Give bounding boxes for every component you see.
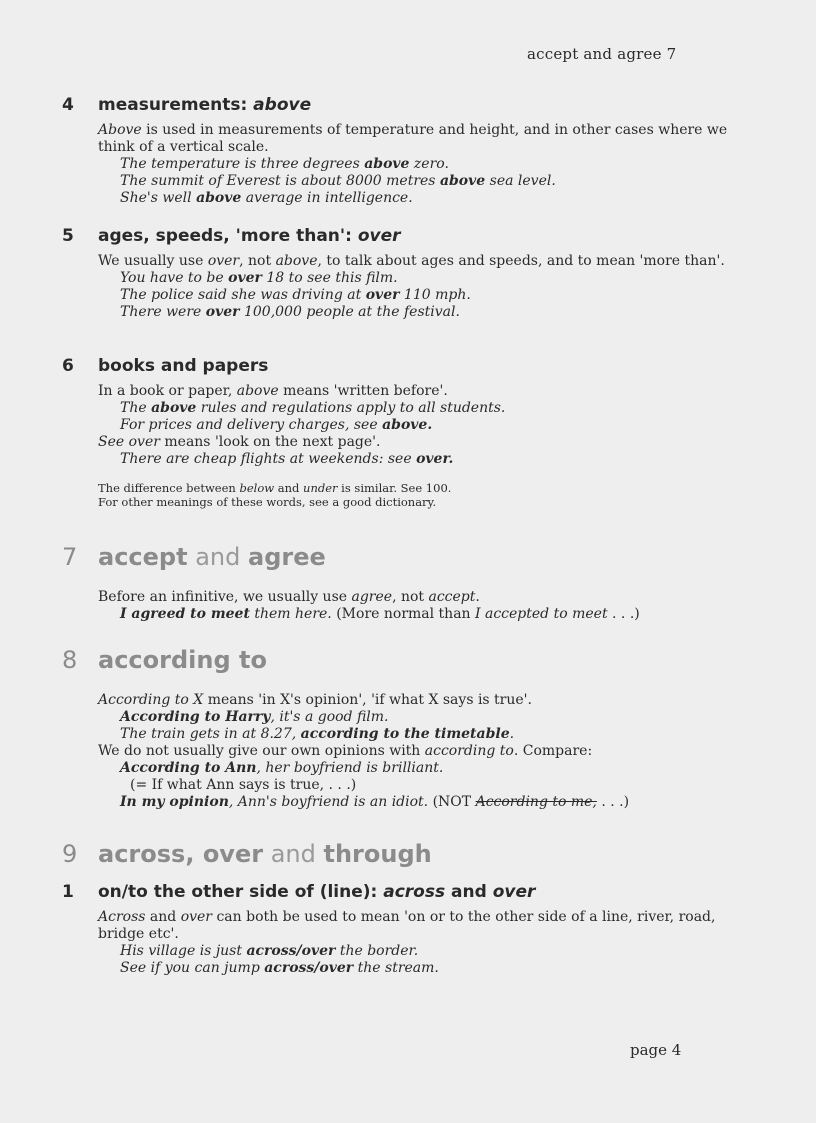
entry-title: across, over and through — [98, 840, 432, 868]
example: The temperature is three degrees above zero. — [120, 156, 449, 172]
section-5-heading — [62, 226, 762, 246]
section-6-heading — [62, 356, 762, 376]
example: She's well above average in intelligence. — [120, 190, 413, 206]
section-6 — [62, 356, 762, 509]
example: The train gets in at 8.27, according to the timetable. — [120, 726, 515, 742]
running-head: accept and agree 7 — [527, 45, 677, 63]
section-number: 6 — [62, 356, 74, 376]
example-gloss: (= If what Ann says is true, . . .) — [130, 777, 357, 793]
examples — [98, 709, 762, 743]
examples — [98, 156, 762, 207]
examples — [98, 451, 762, 468]
example: For prices and delivery charges, see above. — [120, 417, 433, 433]
example: In my opinion, Ann's boyfriend is an idiot. (NOT According to me, . . .) — [120, 794, 630, 810]
paragraph: In a book or paper, above means 'written before'. — [98, 383, 448, 399]
example: You have to be over 18 to see this film. — [120, 270, 398, 286]
examples — [98, 400, 762, 434]
section-number: 4 — [62, 95, 74, 115]
example: The summit of Everest is about 8000 metres above sea level. — [120, 173, 556, 189]
example: There were over 100,000 people at the festival. — [120, 304, 460, 320]
paragraph: Above is used in measurements of temperature and height, and in other cases where we think of a vertical scale. — [98, 122, 728, 155]
paragraph: We do not usually give our own opinions with according to. Compare: — [98, 743, 593, 759]
section-title: books and papers — [98, 356, 269, 376]
section-5 — [62, 226, 762, 321]
section-7-heading — [62, 543, 762, 571]
example: There are cheap flights at weekends: see over. — [120, 451, 454, 467]
note: The difference between below and under is similar. See 100. — [98, 481, 452, 495]
example: See if you can jump across/over the stream. — [120, 960, 439, 976]
section-9-heading — [62, 840, 762, 868]
paragraph: Before an infinitive, we usually use agree, not accept. — [98, 589, 480, 605]
example: According to Ann, her boyfriend is brilliant. — [120, 760, 444, 776]
examples — [98, 606, 762, 623]
examples — [98, 943, 762, 977]
section-title: ages, speeds, 'more than': over — [98, 226, 401, 246]
section-9 — [62, 840, 762, 977]
section-title: measurements: above — [98, 95, 312, 115]
paragraph: See over means 'look on the next page'. — [98, 434, 381, 450]
section-8 — [62, 646, 762, 811]
section-7 — [62, 543, 762, 623]
section-number: 1 — [62, 882, 74, 902]
example: His village is just across/over the border. — [120, 943, 419, 959]
section-4-heading — [62, 95, 762, 115]
subsection-1-heading — [62, 882, 762, 902]
example: The above rules and regulations apply to all students. — [120, 400, 506, 416]
paragraph: We usually use over, not above, to talk about ages and speeds, and to mean 'more than'. — [98, 253, 725, 269]
note: For other meanings of these words, see a good dictionary. — [98, 495, 437, 509]
entry-number: 8 — [62, 646, 78, 674]
example: The police said she was driving at over 110 mph. — [120, 287, 471, 303]
section-8-heading — [62, 646, 762, 674]
section-number: 5 — [62, 226, 74, 246]
section-4 — [62, 95, 762, 207]
section-title: on/to the other side of (line): across and over — [98, 882, 536, 902]
paragraph: Across and over can both be used to mean 'on or to the other side of a line, river, road, bridge etc'. — [98, 909, 716, 942]
example: I agreed to meet them here. (More normal than I accepted to meet . . .) — [120, 606, 640, 622]
entry-title: accept and agree — [98, 543, 326, 571]
examples — [98, 270, 762, 321]
entry-number: 7 — [62, 543, 78, 571]
entry-number: 9 — [62, 840, 78, 868]
page-number: page 4 — [630, 1041, 682, 1059]
example: According to Harry, it's a good film. — [120, 709, 389, 725]
examples — [98, 760, 762, 811]
entry-title: according to — [98, 646, 267, 674]
paragraph: According to X means 'in X's opinion', 'if what X says is true'. — [98, 692, 532, 708]
